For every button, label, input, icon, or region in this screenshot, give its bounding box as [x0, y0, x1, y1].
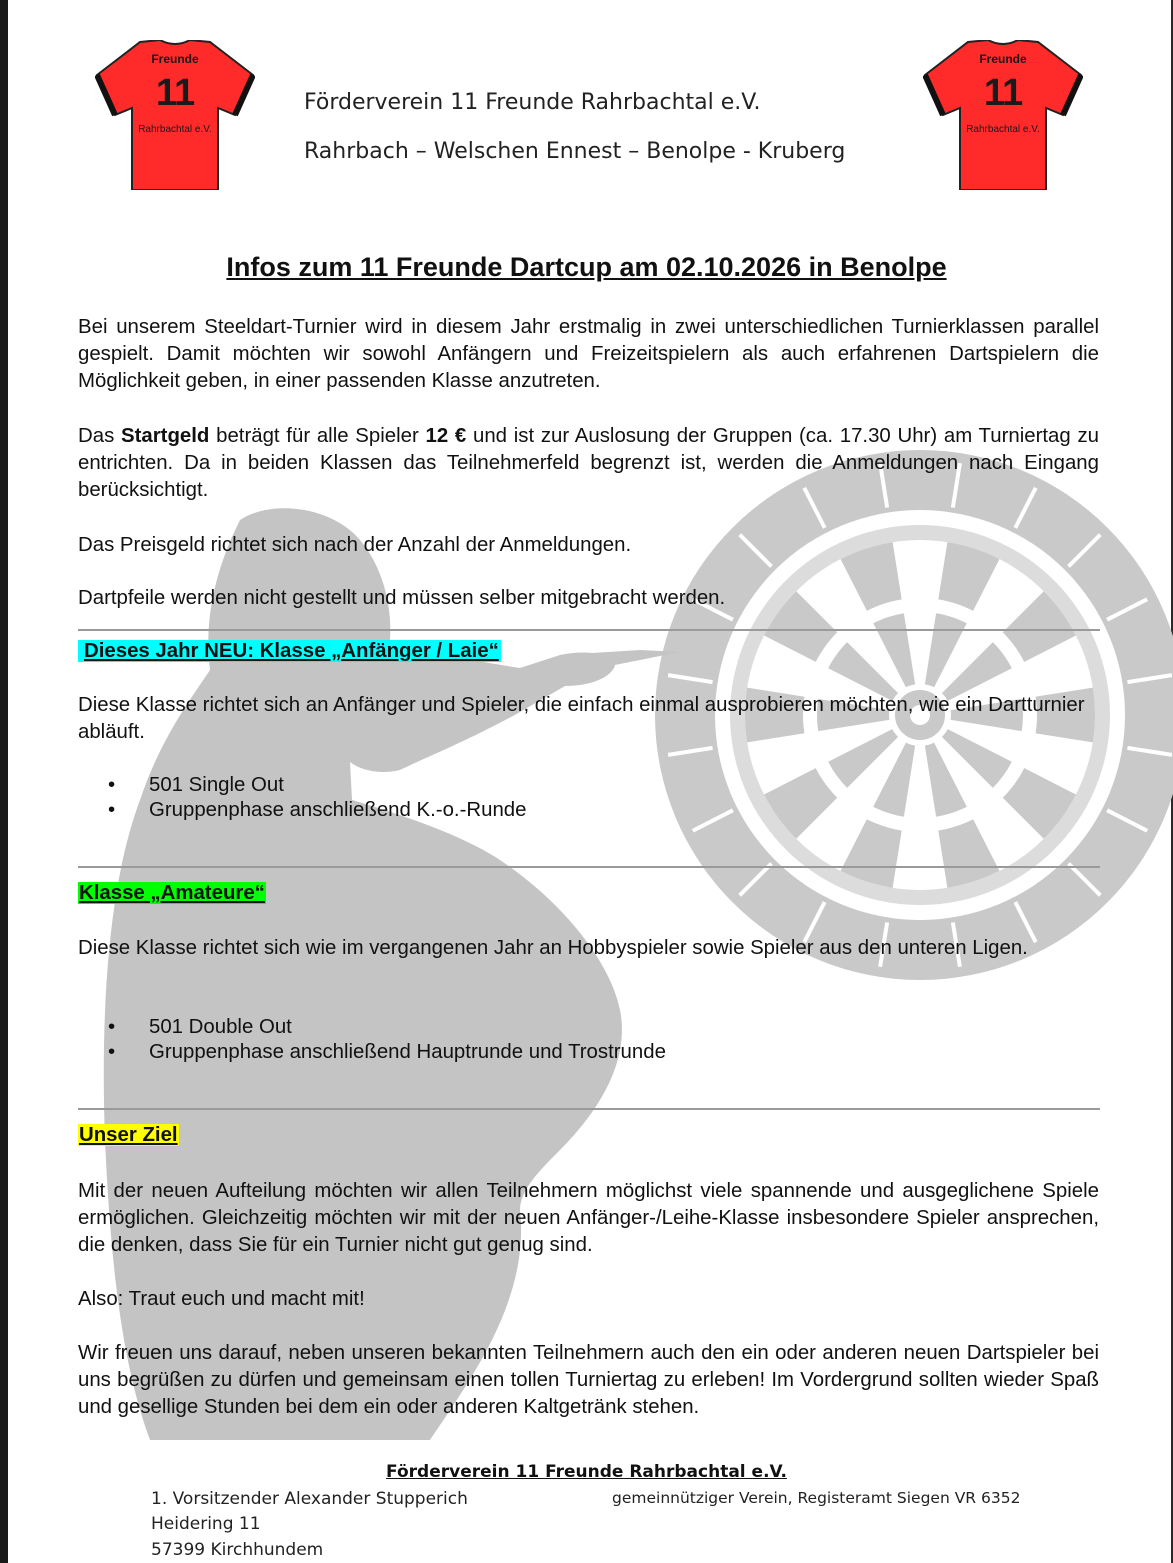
list-item: • Gruppenphase anschließend K.-o.-Runde — [108, 798, 526, 823]
goal-heading — [78, 1124, 179, 1147]
call-to-action: Also: Traut euch und macht mit! — [78, 1288, 365, 1310]
jersey-logo-left — [95, 40, 255, 190]
fee-amount: 12 € — [425, 425, 467, 447]
jersey-name: Freunde — [979, 52, 1027, 66]
fee-paragraph — [78, 423, 1099, 504]
footer-chair: 1. Vorsitzender Alexander Stupperich — [151, 1489, 468, 1509]
prize-money-paragraph: Das Preisgeld richtet sich nach der Anzahl der Anmeldungen. — [78, 534, 632, 556]
goal-paragraph: Mit der neuen Aufteilung möchten wir allen Teilnehmern möglichst viele spannende und ausgeglichene Spiele ermöglichen. Gleichzeitig möchten wir mit der neuen Anfänger-/Leihe-Klasse insbesondere Spieler ansprechen, die denken, dass Sie für ein Turnier nicht gut genug sind. — [78, 1180, 1099, 1256]
jersey-club: Rahrbachtal e.V. — [138, 124, 212, 135]
beginner-class-heading — [78, 640, 501, 663]
divider-1 — [78, 629, 1100, 631]
list-item: • 501 Single Out — [108, 773, 526, 798]
page-title: Infos zum 11 Freunde Dartcup am 02.10.2026 in Benolpe — [226, 252, 947, 282]
closing-paragraph: Wir freuen uns darauf, neben unseren bekannten Teilnehmern auch den ein oder anderen neuen Dartspieler bei uns begrüßen zu dürfen und gemeinsam einen tollen Turniertag zu erleben! Im Vordergrund sollten wieder Spaß und gesellige Stunden bei dem ein oder anderen Kaltgetränk stehen. — [78, 1342, 1099, 1418]
list-item: • Gruppenphase anschließend Hauptrunde und Trostrunde — [108, 1040, 666, 1065]
footer-registry: gemeinnütziger Verein, Registeramt Siegen VR 6352 — [612, 1489, 1021, 1507]
fee-middle: beträgt für alle Spieler — [209, 425, 426, 447]
jersey-club: Rahrbachtal e.V. — [966, 124, 1040, 135]
divider-2 — [78, 866, 1100, 868]
footer-org-name: Förderverein 11 Freunde Rahrbachtal e.V. — [386, 1462, 787, 1482]
goal-heading-text: Unser Ziel — [79, 1124, 178, 1146]
jersey-name: Freunde — [151, 52, 199, 66]
amateur-class-description: Diese Klasse richtet sich wie im vergangenen Jahr an Hobbyspieler sowie Spieler aus den unteren Ligen. — [78, 937, 1028, 959]
villages-line: Rahrbach – Welschen Ennest – Benolpe - Kruberg — [304, 139, 846, 164]
divider-3 — [78, 1108, 1100, 1110]
jersey-number: 11 — [983, 72, 1023, 114]
amateur-class-heading — [78, 882, 266, 905]
intro-paragraph: Bei unserem Steeldart-Turnier wird in diesem Jahr erstmalig in zwei unterschiedlichen Turnierklassen parallel gespielt. Damit möchten wir sowohl Anfängern und Freizeitspielern als auch erfahrenen Dartspielern die Möglichkeit geben, in einer passenden Klasse anzutreten. — [78, 316, 1099, 392]
amateur-class-rules — [108, 1015, 666, 1065]
fee-suffix: und ist zur Auslosung der Gruppen (ca. 17.30 Uhr) am Turniertag zu entrichten. Da in beiden Klassen das Teilnehmerfeld begrenzt ist, werden die Anmeldungen nach Eingang berücksichtigt. — [78, 425, 1099, 501]
footer-street: Heidering 11 — [151, 1514, 261, 1534]
jersey-number: 11 — [155, 72, 195, 114]
fee-label: Startgeld — [121, 425, 210, 447]
jersey-logo-right — [923, 40, 1083, 190]
darts-note-paragraph: Dartpfeile werden nicht gestellt und müssen selber mitgebracht werden. — [78, 587, 726, 609]
amateur-class-heading-text: Klasse „Amateure“ — [79, 882, 265, 904]
beginner-class-rules — [108, 773, 526, 823]
beginner-class-description: Diese Klasse richtet sich an Anfänger und Spieler, die einfach einmal ausprobieren möchten, wie ein Dartturnier abläuft. — [78, 694, 1085, 743]
org-name: Förderverein 11 Freunde Rahrbachtal e.V. — [304, 90, 761, 115]
footer-city: 57399 Kirchhundem — [151, 1540, 324, 1560]
list-item: • 501 Double Out — [108, 1015, 666, 1040]
fee-prefix: Das — [78, 425, 121, 447]
beginner-class-heading-text: Dieses Jahr NEU: Klasse „Anfänger / Laie“ — [78, 640, 501, 662]
